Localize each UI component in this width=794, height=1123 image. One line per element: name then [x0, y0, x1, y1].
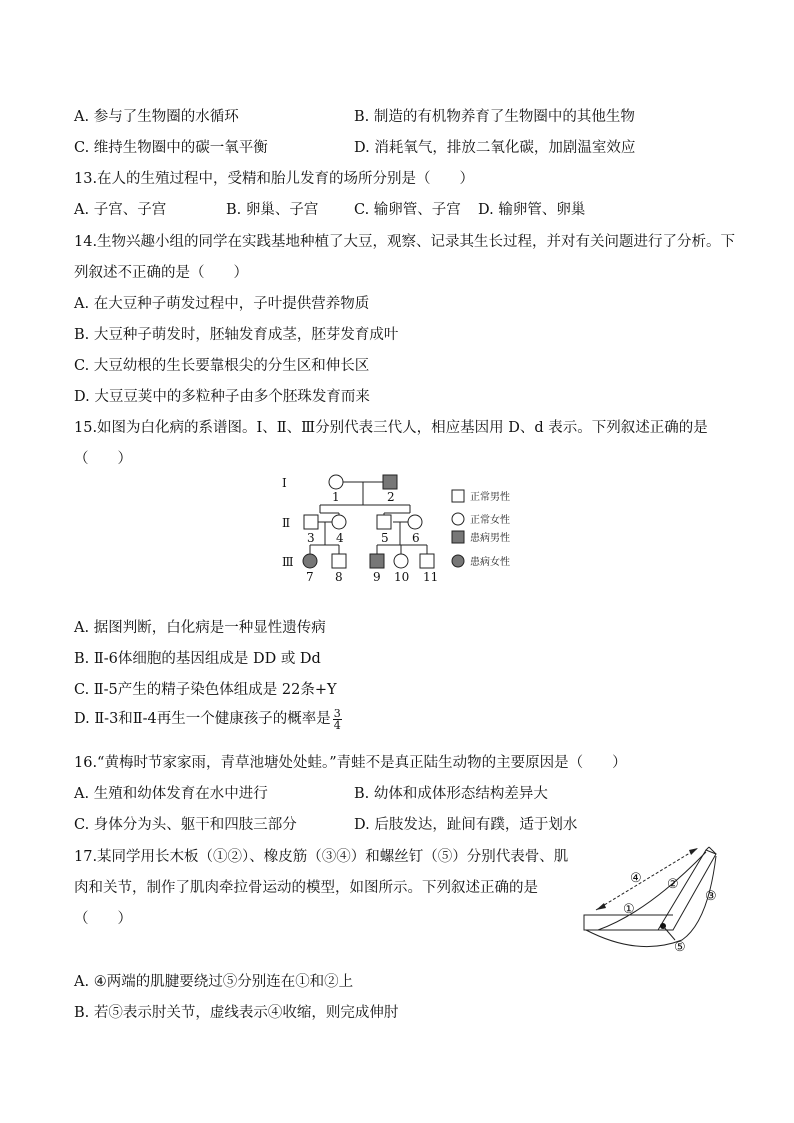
- pedigree-label-11: 11: [423, 570, 439, 584]
- model-label-3: ③: [705, 889, 717, 904]
- q15-stem-line2: （ ）: [74, 451, 132, 467]
- q14-option-d: D. 大豆豆荚中的多粒种子由多个胚珠发育而来: [74, 389, 370, 405]
- legend-affected-female-icon: [452, 555, 464, 567]
- legend-normal-male: 正常男性: [470, 492, 510, 503]
- pedigree-individual-6: [408, 515, 422, 529]
- q16-stem: 16.“黄梅时节家家雨，青草池塘处处蛙。”青蛙不是真正陆生动物的主要原因是（ ）: [74, 755, 627, 771]
- pedigree-label-7: 7: [306, 570, 314, 584]
- model-label-4: ④: [630, 871, 642, 886]
- q14-option-a: A. 在大豆种子萌发过程中，子叶提供营养物质: [74, 296, 370, 312]
- q15-option-d-fraction: [333, 708, 342, 731]
- q17-option-a: A. ④两端的肌腱要绕过⑤分别连在①和②上: [74, 974, 354, 990]
- pedigree-label-2: 2: [387, 490, 395, 504]
- pedigree-individual-2: [383, 475, 397, 489]
- pedigree-label-1: 1: [332, 490, 340, 504]
- q13-option-c: C. 输卵管、子宫: [354, 202, 461, 218]
- pedigree-individual-9: [370, 554, 384, 568]
- legend-normal-female: 正常女性: [470, 515, 510, 526]
- q16-option-c: C. 身体分为头、躯干和四肢三部分: [74, 817, 297, 833]
- pedigree-individual-3: [304, 515, 318, 529]
- q17-option-b: B. 若⑤表示肘关节，虚线表示④收缩，则完成伸肘: [74, 1005, 399, 1021]
- pedigree-label-9: 9: [373, 570, 381, 584]
- pedigree-diagram: [280, 465, 540, 590]
- q17-stem-line3: （ ）: [74, 911, 132, 927]
- q13-stem: 13.在人的生殖过程中，受精和胎儿发育的场所分别是（ ）: [74, 171, 475, 187]
- model-label-1: ①: [623, 902, 635, 917]
- q16-option-a: A. 生殖和幼体发育在水中进行: [74, 786, 268, 802]
- pedigree-individual-5: [377, 515, 391, 529]
- q14-stem-line2: 列叙述不正确的是（ ）: [74, 265, 248, 281]
- q15-option-b: B. Ⅱ-6体细胞的基因组成是 DD 或 Dd: [74, 651, 321, 667]
- pedigree-label-4: 4: [336, 531, 344, 545]
- pedigree-individual-7: [303, 554, 317, 568]
- q12-option-d: D. 消耗氧气，排放二氧化碳，加剧温室效应: [354, 140, 636, 156]
- q17-stem-line2: 肉和关节，制作了肌肉牵拉骨运动的模型，如图所示。下列叙述正确的是: [74, 880, 538, 896]
- pedigree-gen-ii: Ⅱ: [282, 516, 291, 530]
- pedigree-gen-i: Ⅰ: [282, 476, 287, 490]
- pedigree-individual-1: [329, 475, 343, 489]
- fraction-denominator: 4: [333, 718, 341, 732]
- pedigree-individual-4: [332, 515, 346, 529]
- pedigree-individual-8: [332, 554, 346, 568]
- pedigree-individual-10: [394, 554, 408, 568]
- q12-option-b: B. 制造的有机物养育了生物圈中的其他生物: [354, 109, 635, 125]
- q13-option-a: A. 子宫、子宫: [74, 202, 167, 218]
- pedigree-label-8: 8: [335, 570, 343, 584]
- pedigree-individual-11: [420, 554, 434, 568]
- pedigree-label-3: 3: [307, 531, 315, 545]
- q15-option-c: C. Ⅱ-5产生的精子染色体组成是 22条+Y: [74, 682, 337, 698]
- q16-option-d: D. 后肢发达，趾间有蹼，适于划水: [354, 817, 578, 833]
- legend-normal-male-icon: [452, 490, 464, 502]
- q13-option-b: B. 卵巢、子宫: [226, 202, 319, 218]
- model-label-2: ②: [667, 877, 679, 892]
- fraction-numerator: 3: [333, 706, 341, 720]
- q12-option-c: C. 维持生物圈中的碳一氧平衡: [74, 140, 268, 156]
- q14-option-b: B. 大豆种子萌发时，胚轴发育成茎，胚芽发育成叶: [74, 327, 399, 343]
- pedigree-label-6: 6: [412, 531, 420, 545]
- q14-option-c: C. 大豆幼根的生长要靠根尖的分生区和伸长区: [74, 358, 370, 374]
- legend-affected-male-icon: [452, 531, 464, 543]
- q12-option-a: A. 参与了生物圈的水循环: [74, 109, 239, 125]
- pedigree-gen-iii: Ⅲ: [282, 555, 294, 569]
- q15-option-d: [74, 707, 342, 731]
- q16-option-b: B. 幼体和成体形态结构差异大: [354, 786, 548, 802]
- q15-option-a: A. 据图判断，白化病是一种显性遗传病: [74, 620, 326, 636]
- pedigree-label-5: 5: [381, 531, 389, 545]
- q15-stem-line1: 15.如图为白化病的系谱图。Ⅰ、Ⅱ、Ⅲ分别代表三代人，相应基因用 D、d 表示。下列叙述正确的是: [74, 420, 708, 436]
- q17-stem-line1: 17.某同学用长木板（①②）、橡皮筋（③④）和螺丝钉（⑤）分别代表骨、肌: [74, 849, 569, 865]
- legend-affected-female: 患病女性: [470, 557, 510, 568]
- pedigree-label-10: 10: [394, 570, 410, 584]
- legend-normal-female-icon: [452, 513, 464, 525]
- q15-option-d-text: D. Ⅱ-3和Ⅱ-4再生一个健康孩子的概率是: [74, 711, 331, 727]
- q14-stem-line1: 14.生物兴趣小组的同学在实践基地种植了大豆，观察、记录其生长过程，并对有关问题进行了分析。下: [74, 234, 736, 250]
- legend-affected-male: 患病男性: [470, 533, 510, 544]
- model-label-5: ⑤: [674, 940, 686, 955]
- muscle-model-diagram: [578, 842, 728, 960]
- q13-option-d: D. 输卵管、卵巢: [478, 202, 586, 218]
